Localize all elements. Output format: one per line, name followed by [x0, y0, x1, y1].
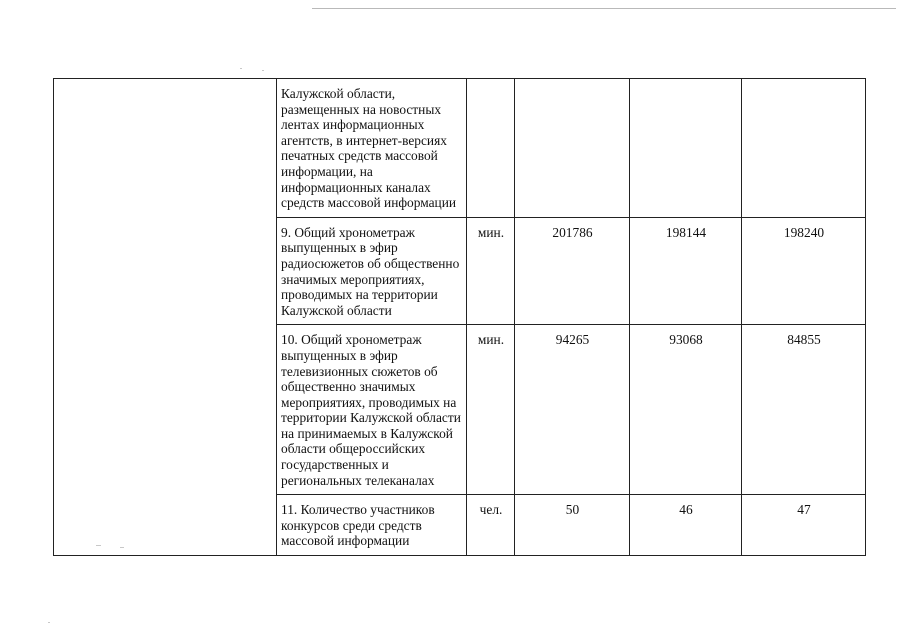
- scan-speck: [48, 622, 50, 623]
- indicator-cell: Калужской области, размещенных на новостных лентах информационных агентств, в интернет-версиях печатных средств массовой информации, на информационных каналах средств массовой информации: [277, 79, 467, 218]
- indicators-table: [53, 78, 866, 556]
- value-cell: 94265: [515, 325, 630, 495]
- value-cell: 50: [515, 495, 630, 556]
- value-cell: [742, 79, 866, 218]
- unit-cell: мин.: [467, 325, 515, 495]
- unit-cell: чел.: [467, 495, 515, 556]
- value-cell: 198144: [630, 217, 742, 325]
- scan-speck: [262, 70, 264, 71]
- indicator-cell: 9. Общий хронометраж выпущенных в эфир радиосюжетов об общественно значимых мероприятиях, проводимых на территории Калужской области: [277, 217, 467, 325]
- unit-cell: [467, 79, 515, 218]
- value-cell: 47: [742, 495, 866, 556]
- value-cell: 46: [630, 495, 742, 556]
- indicator-cell: 11. Количество участников конкурсов среди средств массовой информации: [277, 495, 467, 556]
- scan-artifact-line: [312, 8, 896, 9]
- value-cell: 84855: [742, 325, 866, 495]
- value-cell: 93068: [630, 325, 742, 495]
- value-cell: 201786: [515, 217, 630, 325]
- value-cell: [630, 79, 742, 218]
- value-cell: [515, 79, 630, 218]
- scan-speck: [240, 68, 242, 69]
- table-row: [54, 79, 866, 218]
- value-cell: 198240: [742, 217, 866, 325]
- blank-column-cell: [54, 79, 277, 556]
- unit-cell: мин.: [467, 217, 515, 325]
- indicator-cell: 10. Общий хронометраж выпущенных в эфир телевизионных сюжетов об общественно значимых мероприятиях, проводимых на территории Калужской области на принимаемых в Калужской области общероссийских государственных и региональных телеканалах: [277, 325, 467, 495]
